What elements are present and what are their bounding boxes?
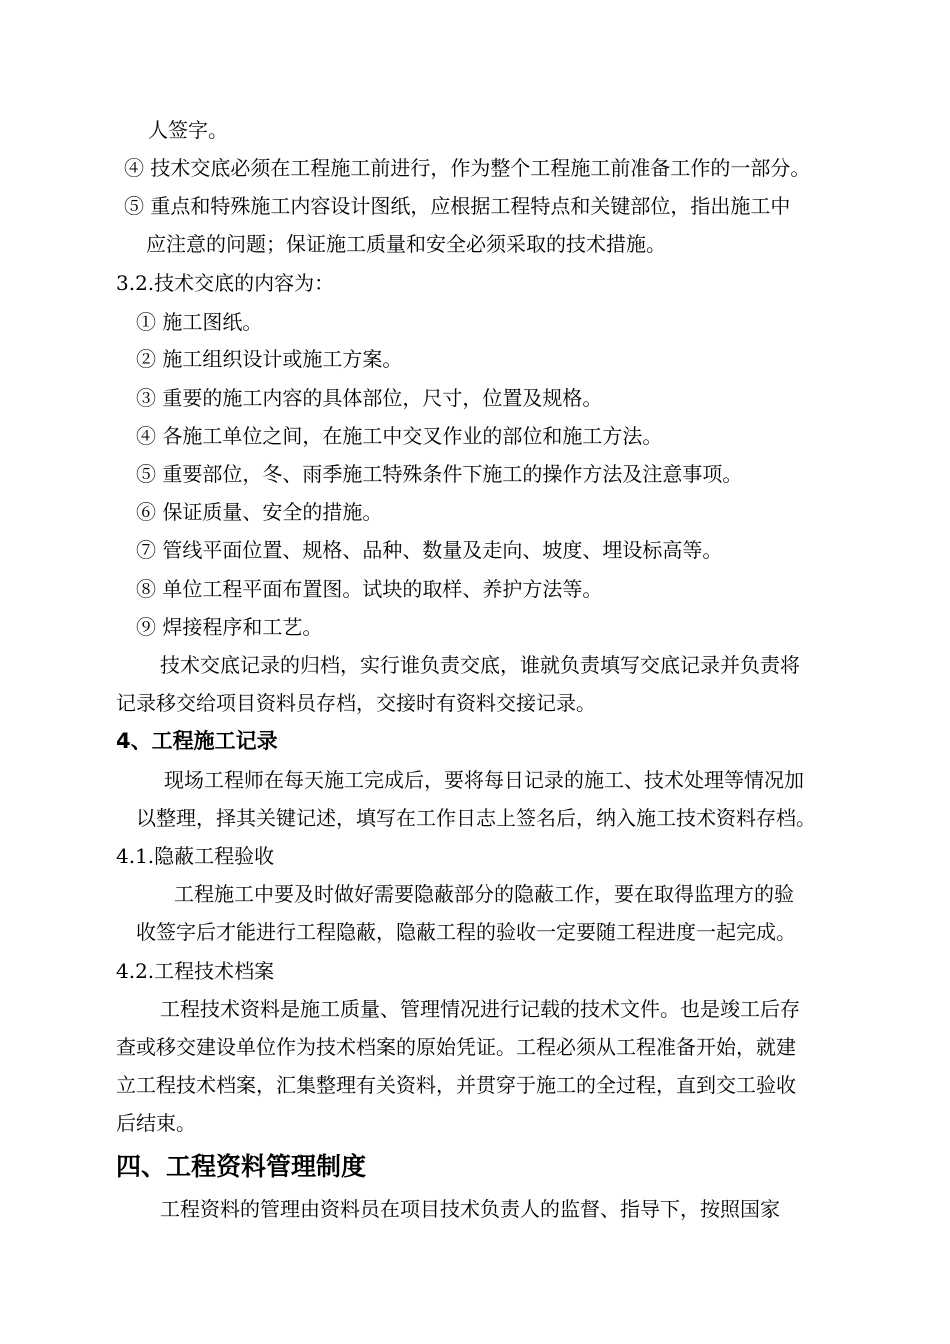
paragraph-line: 记录移交给项目资料员存档，交接时有资料交接记录。 xyxy=(116,691,596,715)
paragraph-line: 应注意的问题；保证施工质量和安全必须采取的技术措施。 xyxy=(146,232,666,256)
list-item: ② 施工组织设计或施工方案。 xyxy=(136,347,403,371)
paragraph-line: 技术交底记录的归档，实行谁负责交底，谁就负责填写交底记录并负责将 xyxy=(160,653,800,677)
list-item: ⑤ 重要部位，冬、雨季施工特殊条件下施工的操作方法及注意事项。 xyxy=(136,462,743,486)
paragraph-line: 收签字后才能进行工程隐蔽，隐蔽工程的验收一定要随工程进度一起完成。 xyxy=(136,920,796,944)
section-heading: 4.2.工程技术档案 xyxy=(116,959,275,983)
list-item: ① 施工图纸。 xyxy=(136,310,263,334)
paragraph-line: 人签字。 xyxy=(148,118,228,142)
paragraph-line: 工程资料的管理由资料员在项目技术负责人的监督、指导下，按照国家 xyxy=(160,1197,780,1221)
paragraph-line: 工程施工中要及时做好需要隐蔽部分的隐蔽工作，要在取得监理方的验 xyxy=(174,882,794,906)
paragraph-line: 现场工程师在每天施工完成后，要将每日记录的施工、技术处理等情况加 xyxy=(164,768,804,792)
section-heading: 3.2.技术交底的内容为： xyxy=(116,271,335,295)
list-item: ⑥ 保证质量、安全的措施。 xyxy=(136,500,383,524)
chapter-heading: 四、工程资料管理制度 xyxy=(116,1152,367,1181)
paragraph-line: 工程技术资料是施工质量、管理情况进行记载的技术文件。也是竣工后存 xyxy=(160,997,800,1021)
list-item: ④ 技术交底必须在工程施工前进行，作为整个工程施工前准备工作的一部分。 xyxy=(124,156,811,180)
paragraph-line: 以整理，择其关键记述，填写在工作日志上签名后，纳入施工技术资料存档。 xyxy=(136,806,816,830)
list-item: ⑧ 单位工程平面布置图。试块的取样、养护方法等。 xyxy=(136,577,603,601)
section-heading: 4、工程施工记录 xyxy=(116,729,278,753)
list-item: ⑦ 管线平面位置、规格、品种、数量及走向、坡度、埋设标高等。 xyxy=(136,538,723,562)
section-heading: 4.1.隐蔽工程验收 xyxy=(116,844,275,868)
list-item: ⑨ 焊接程序和工艺。 xyxy=(136,615,323,639)
paragraph-line: 查或移交建设单位作为技术档案的原始凭证。工程必须从工程准备开始，就建 xyxy=(116,1035,796,1059)
list-item: ⑤ 重点和特殊施工内容设计图纸，应根据工程特点和关键部位，指出施工中 xyxy=(124,194,791,218)
list-item: ③ 重要的施工内容的具体部位，尺寸，位置及规格。 xyxy=(136,386,603,410)
list-item: ④ 各施工单位之间，在施工中交叉作业的部位和施工方法。 xyxy=(136,424,663,448)
paragraph-line: 后结束。 xyxy=(116,1111,196,1135)
paragraph-line: 立工程技术档案，汇集整理有关资料，并贯穿于施工的全过程，直到交工验收 xyxy=(116,1073,796,1097)
